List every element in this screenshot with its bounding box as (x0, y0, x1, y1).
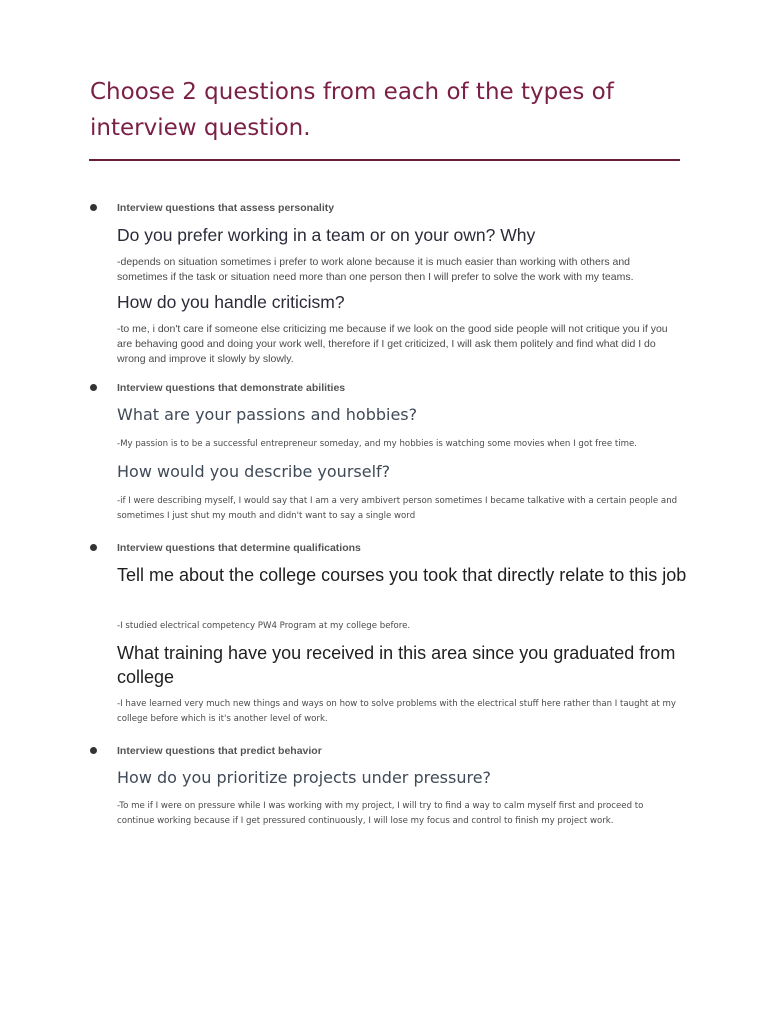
section-heading: Interview questions that determine qualifications (117, 542, 361, 554)
answer-text: -My passion is to be a successful entrepreneur someday, and my hobbies is watching some movies when I got free time. (117, 439, 638, 449)
question-heading: What training have you received in this area since you graduated from college (117, 643, 676, 687)
answer-text: -depends on situation sometimes i prefer to work alone because it is much easier than working with others and sometimes if the task or situation need more than one person then I will prefer to solve the work with my teams. (117, 256, 634, 283)
answer-text: -to me, i don't care if someone else criticizing me because if we look on the good side people will not critique you if you are behaving good and doing your work well, therefore if I get criticized, I will ask them politely and find what did I do wrong and improve it slowly by slowly. (117, 323, 668, 365)
answer-text: -To me if I were on pressure while I was working with my project, I will try to find a way to calm myself first and proceed to continue working because if I get pressured continuously, I will lose my focus and control to finish my project work. (117, 801, 644, 826)
section-heading: Interview questions that demonstrate abilities (117, 382, 346, 394)
answer-text: -if I were describing myself, I would say that I am a very ambivert person sometimes I became talkative with a certain people and sometimes I just shut my mouth and didn't want to say a single word (117, 496, 678, 521)
section-heading: Interview questions that assess personality (117, 202, 335, 214)
section-qualifications (90, 540, 690, 556)
section-abilities (90, 380, 690, 396)
section-heading-row (90, 540, 690, 556)
section-heading-row (90, 380, 690, 396)
bullet-icon (90, 544, 97, 551)
answer-text: -I have learned very much new things and ways on how to solve problems with the electrical stuff here rather than I taught at my college before which is it's another level of work. (117, 699, 676, 724)
section-personality (90, 200, 690, 216)
question-heading: Tell me about the college courses you took that directly relate to this job (117, 565, 687, 585)
bullet-icon (90, 204, 97, 211)
question-heading: How would you describe yourself? (117, 462, 391, 481)
section-heading: Interview questions that predict behavior (117, 745, 322, 757)
question-heading: How do you handle criticism? (117, 292, 345, 312)
section-heading-row (90, 200, 690, 216)
question-heading: Do you prefer working in a team or on your own? Why (117, 225, 536, 245)
question-heading: What are your passions and hobbies? (117, 405, 418, 424)
question-heading: How do you prioritize projects under pressure? (117, 768, 492, 787)
section-behavior (90, 743, 690, 759)
answer-text: -I studied electrical competency PW4 Program at my college before. (117, 621, 411, 631)
section-heading-row (90, 743, 690, 759)
document-title: Choose 2 questions from each of the types of interview question. (90, 79, 614, 141)
bullet-icon (90, 384, 97, 391)
title-divider (89, 159, 680, 161)
bullet-icon (90, 747, 97, 754)
